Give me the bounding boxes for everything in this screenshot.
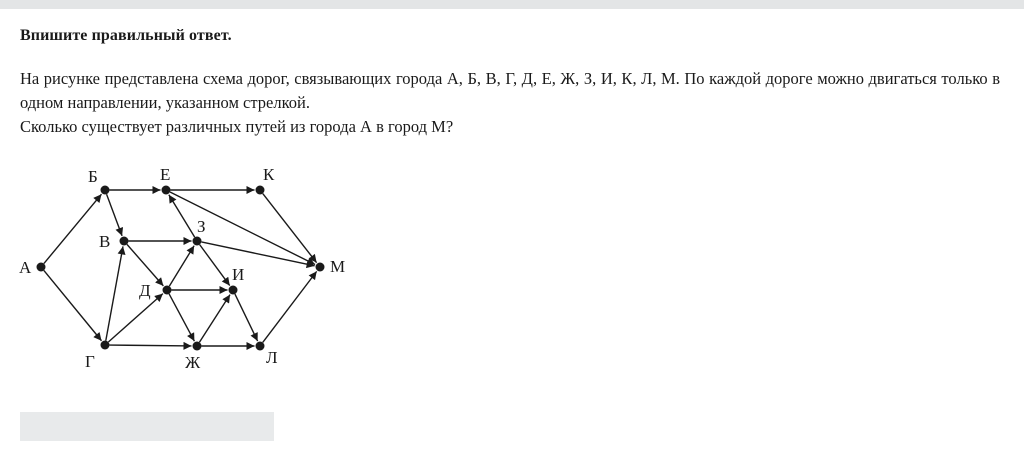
- edge-z-e: [169, 195, 195, 237]
- edge-g-zh: [109, 345, 191, 346]
- edge-v-d: [127, 244, 163, 285]
- question-line-2: Сколько существует различных путей из города А в город М?: [20, 117, 454, 136]
- node-z: [193, 237, 202, 246]
- node-l: [256, 342, 265, 351]
- edge-z-i: [200, 245, 230, 286]
- node-k: [256, 186, 265, 195]
- edge-b-v: [107, 194, 123, 236]
- node-b: [101, 186, 110, 195]
- node-label-zh: Ж: [185, 353, 201, 372]
- instruction-heading: Впишите правильный ответ.: [20, 27, 232, 44]
- node-v: [120, 237, 129, 246]
- node-label-l: Л: [266, 348, 278, 367]
- edge-l-m: [263, 271, 317, 342]
- edge-g-d: [108, 294, 163, 342]
- node-label-v: В: [99, 232, 111, 251]
- node-label-d: Д: [139, 281, 151, 300]
- edge-a-g: [44, 270, 102, 340]
- question-line-1: На рисунке представлена схема дорог, связывающих города А, Б, В, Г, Д, Е, Ж, З, И, К, Л, М. По каждой дороге можно двигаться только в одном направлении, указанном стрелкой.: [20, 69, 1000, 112]
- node-label-z: З: [197, 217, 206, 236]
- graph-edges: [44, 190, 317, 346]
- graph-labels: [19, 165, 345, 372]
- node-m: [316, 263, 325, 272]
- node-a: [37, 263, 46, 272]
- node-g: [101, 341, 110, 350]
- edge-d-z: [169, 246, 194, 286]
- node-label-i: И: [232, 265, 245, 284]
- top-bar: [0, 0, 1024, 9]
- edge-i-l: [235, 294, 258, 341]
- node-label-b: Б: [88, 167, 98, 186]
- node-label-g: Г: [85, 352, 95, 371]
- node-label-m: М: [330, 257, 346, 276]
- edge-e-m: [170, 192, 315, 265]
- node-e: [162, 186, 171, 195]
- node-label-a: А: [19, 258, 32, 277]
- question-text: [20, 67, 1000, 139]
- node-d: [163, 286, 172, 295]
- answer-input[interactable]: [20, 412, 274, 441]
- node-i: [229, 286, 238, 295]
- node-label-e: Е: [160, 165, 171, 184]
- edge-z-m: [201, 242, 314, 266]
- edge-a-b: [44, 194, 102, 263]
- node-label-k: К: [263, 165, 275, 184]
- edge-g-v: [106, 246, 123, 340]
- road-graph: [14, 160, 364, 375]
- edge-d-zh: [169, 294, 194, 341]
- node-zh: [193, 342, 202, 351]
- edge-zh-i: [199, 295, 230, 343]
